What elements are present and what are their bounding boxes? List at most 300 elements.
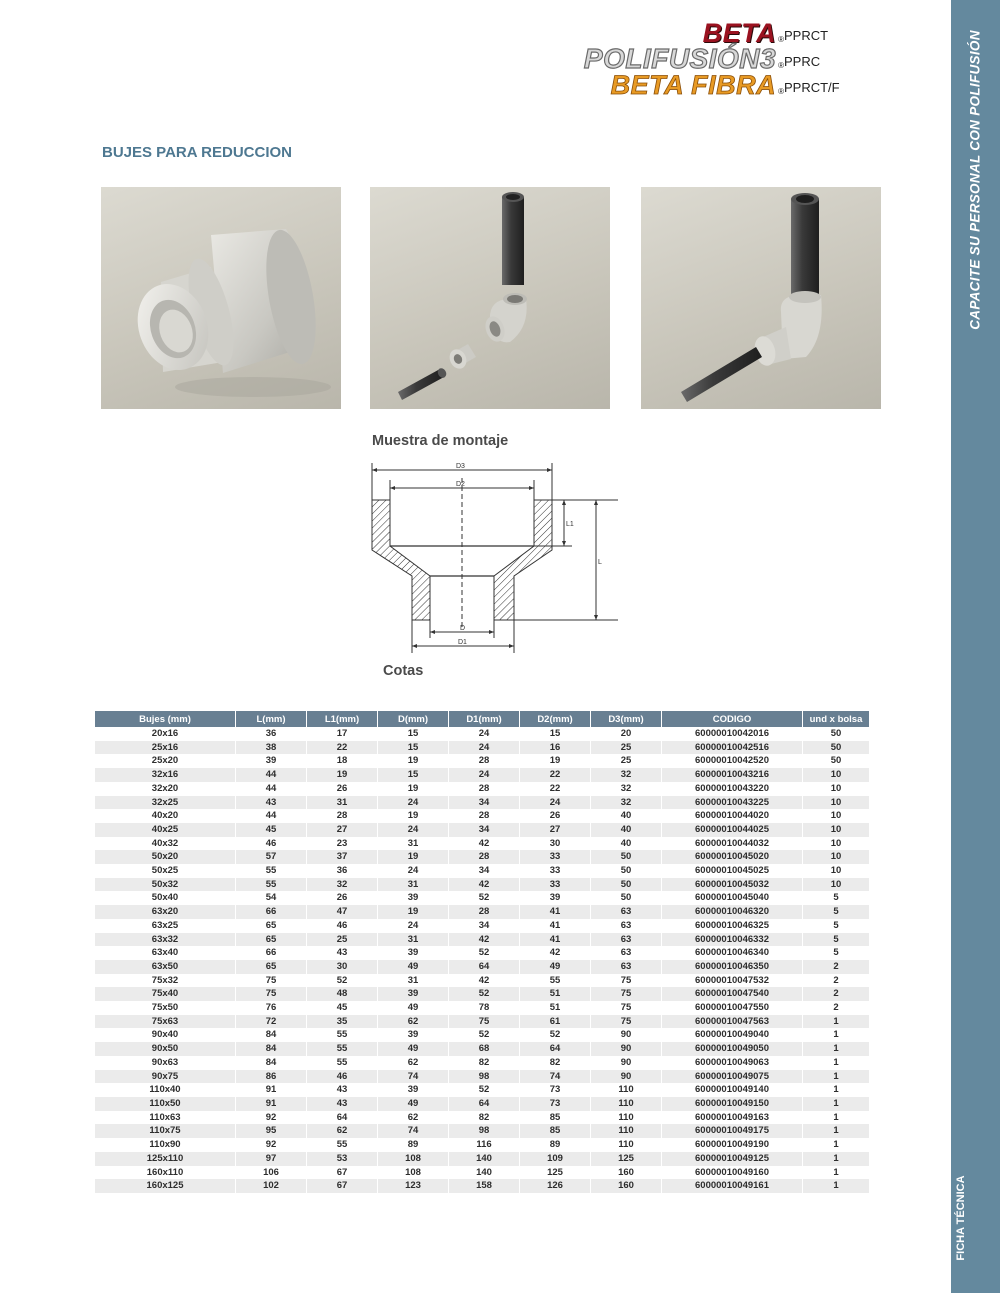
table-cell: 140 <box>449 1152 519 1166</box>
table-row <box>95 727 869 741</box>
table-cell: 1 <box>803 1083 869 1097</box>
table-cell: 75x63 <box>95 1015 235 1029</box>
table-cell: 25x16 <box>95 741 235 755</box>
table-cell: 49 <box>378 1042 448 1056</box>
brand-beta-fibra-logo: BETA FIBRA <box>610 70 777 100</box>
table-cell: 110x63 <box>95 1111 235 1125</box>
table-cell: 67 <box>307 1179 377 1193</box>
dimension-diagram <box>350 458 620 663</box>
table-cell: 73 <box>520 1083 590 1097</box>
table-cell: 1 <box>803 1056 869 1070</box>
table-cell: 86 <box>236 1070 306 1084</box>
brand-suffix: PPRC <box>784 54 821 69</box>
column-header: L(mm) <box>236 711 306 727</box>
table-row <box>95 1166 869 1180</box>
table-cell: 60000010043225 <box>662 796 802 810</box>
table-cell: 91 <box>236 1097 306 1111</box>
table-cell: 82 <box>520 1056 590 1070</box>
table-row <box>95 1001 869 1015</box>
table-cell: 64 <box>449 960 519 974</box>
table-row <box>95 1056 869 1070</box>
table-cell: 42 <box>449 837 519 851</box>
table-cell: 26 <box>520 809 590 823</box>
sidebar-slogan: CAPACITE SU PERSONAL CON POLIFUSIÓN <box>967 30 983 330</box>
table-cell: 110x50 <box>95 1097 235 1111</box>
table-cell: 22 <box>307 741 377 755</box>
table-cell: 39 <box>378 891 448 905</box>
table-cell: 43 <box>307 1097 377 1111</box>
table-cell: 32x20 <box>95 782 235 796</box>
table-cell: 89 <box>520 1138 590 1152</box>
table-cell: 53 <box>307 1152 377 1166</box>
table-cell: 49 <box>378 1001 448 1015</box>
table-cell: 41 <box>520 905 590 919</box>
table-cell: 60000010049175 <box>662 1124 802 1138</box>
table-cell: 10 <box>803 796 869 810</box>
sidebar-footer-label: FICHA TÉCNICA <box>955 1175 967 1261</box>
table-cell: 98 <box>449 1070 519 1084</box>
table-cell: 10 <box>803 823 869 837</box>
table-cell: 57 <box>236 850 306 864</box>
table-cell: 62 <box>307 1124 377 1138</box>
table-cell: 32x16 <box>95 768 235 782</box>
table-cell: 15 <box>520 727 590 741</box>
table-cell: 27 <box>307 823 377 837</box>
table-cell: 91 <box>236 1083 306 1097</box>
table-row <box>95 850 869 864</box>
table-cell: 65 <box>236 919 306 933</box>
table-cell: 65 <box>236 960 306 974</box>
table-cell: 60000010046332 <box>662 933 802 947</box>
brand-line-polifusion <box>583 43 850 74</box>
table-cell: 110 <box>591 1083 661 1097</box>
table-cell: 55 <box>307 1138 377 1152</box>
table-cell: 74 <box>520 1070 590 1084</box>
table-cell: 60000010047563 <box>662 1015 802 1029</box>
table-cell: 50 <box>591 878 661 892</box>
table-cell: 34 <box>449 919 519 933</box>
table-cell: 50x25 <box>95 864 235 878</box>
table-cell: 60000010047540 <box>662 987 802 1001</box>
table-cell: 24 <box>449 727 519 741</box>
table-cell: 60000010045020 <box>662 850 802 864</box>
table-cell: 63x20 <box>95 905 235 919</box>
table-cell: 110x90 <box>95 1138 235 1152</box>
product-photo-assembled <box>641 187 881 409</box>
table-cell: 60000010049040 <box>662 1028 802 1042</box>
table-cell: 2 <box>803 960 869 974</box>
table-cell: 24 <box>520 796 590 810</box>
table-cell: 55 <box>307 1028 377 1042</box>
column-header: D3(mm) <box>591 711 661 727</box>
table-cell: 41 <box>520 933 590 947</box>
table-row <box>95 782 869 796</box>
table-cell: 160x110 <box>95 1166 235 1180</box>
brand-line-beta-fibra <box>584 72 850 98</box>
table-cell: 10 <box>803 768 869 782</box>
table-row <box>95 1138 869 1152</box>
table-cell: 60000010049063 <box>662 1056 802 1070</box>
table-cell: 49 <box>378 960 448 974</box>
table-cell: 50x40 <box>95 891 235 905</box>
label-d1: D1 <box>458 639 467 646</box>
table-cell: 2 <box>803 987 869 1001</box>
table-cell: 90 <box>591 1056 661 1070</box>
table-cell: 63 <box>591 905 661 919</box>
table-row <box>95 741 869 755</box>
table-cell: 52 <box>307 974 377 988</box>
table-cell: 45 <box>236 823 306 837</box>
table-cell: 65 <box>236 933 306 947</box>
column-header: D2(mm) <box>520 711 590 727</box>
brand-suffix: PPRCT/F <box>784 80 840 95</box>
table-cell: 60000010049125 <box>662 1152 802 1166</box>
table-cell: 52 <box>449 1028 519 1042</box>
table-cell: 5 <box>803 933 869 947</box>
table-cell: 52 <box>449 891 519 905</box>
table-cell: 10 <box>803 864 869 878</box>
table-cell: 60000010046325 <box>662 919 802 933</box>
table-cell: 52 <box>449 946 519 960</box>
column-header: D1(mm) <box>449 711 519 727</box>
table-cell: 5 <box>803 946 869 960</box>
section-drawing <box>350 458 620 663</box>
table-cell: 1 <box>803 1070 869 1084</box>
table-cell: 108 <box>378 1166 448 1180</box>
table-row <box>95 878 869 892</box>
table-cell: 1 <box>803 1124 869 1138</box>
table-cell: 110 <box>591 1111 661 1125</box>
table-cell: 82 <box>449 1056 519 1070</box>
table-row <box>95 919 869 933</box>
table-row <box>95 987 869 1001</box>
table-cell: 40x20 <box>95 809 235 823</box>
table-cell: 92 <box>236 1138 306 1152</box>
table-header-row <box>95 711 869 727</box>
table-cell: 24 <box>449 768 519 782</box>
table-cell: 1 <box>803 1028 869 1042</box>
table-cell: 18 <box>307 754 377 768</box>
table-cell: 160 <box>591 1179 661 1193</box>
table-cell: 63x40 <box>95 946 235 960</box>
table-cell: 125x110 <box>95 1152 235 1166</box>
table-cell: 110 <box>591 1138 661 1152</box>
table-cell: 28 <box>449 782 519 796</box>
table-cell: 16 <box>520 741 590 755</box>
table-cell: 26 <box>307 891 377 905</box>
table-cell: 32 <box>591 768 661 782</box>
table-cell: 60000010049160 <box>662 1166 802 1180</box>
table-cell: 63x50 <box>95 960 235 974</box>
table-cell: 2 <box>803 974 869 988</box>
table-row <box>95 1042 869 1056</box>
table-cell: 106 <box>236 1166 306 1180</box>
table-cell: 40 <box>591 823 661 837</box>
label-l1: L1 <box>566 521 574 528</box>
table-cell: 60000010049161 <box>662 1179 802 1193</box>
table-row <box>95 974 869 988</box>
table-cell: 39 <box>236 754 306 768</box>
table-cell: 60000010044025 <box>662 823 802 837</box>
table-cell: 24 <box>378 823 448 837</box>
table-row <box>95 1083 869 1097</box>
table-cell: 28 <box>449 905 519 919</box>
table-cell: 41 <box>520 919 590 933</box>
table-row <box>95 809 869 823</box>
table-cell: 60000010049163 <box>662 1111 802 1125</box>
table-row <box>95 754 869 768</box>
table-cell: 1 <box>803 1042 869 1056</box>
table-cell: 49 <box>378 1097 448 1111</box>
table-cell: 160 <box>591 1166 661 1180</box>
table-cell: 84 <box>236 1042 306 1056</box>
table-cell: 63 <box>591 946 661 960</box>
table-cell: 31 <box>378 878 448 892</box>
table-cell: 1 <box>803 1138 869 1152</box>
table-cell: 82 <box>449 1111 519 1125</box>
label-d2: D2 <box>456 481 465 488</box>
table-cell: 50 <box>591 891 661 905</box>
table-cell: 52 <box>520 1028 590 1042</box>
table-cell: 36 <box>307 864 377 878</box>
table-cell: 62 <box>378 1056 448 1070</box>
label-d3: D3 <box>456 463 465 470</box>
table-cell: 140 <box>449 1166 519 1180</box>
assembled-illustration <box>641 187 881 409</box>
table-row <box>95 1111 869 1125</box>
table-cell: 90 <box>591 1028 661 1042</box>
table-cell: 60000010046340 <box>662 946 802 960</box>
table-cell: 75 <box>591 1015 661 1029</box>
table-cell: 66 <box>236 946 306 960</box>
table-cell: 123 <box>378 1179 448 1193</box>
table-cell: 50 <box>591 850 661 864</box>
table-cell: 44 <box>236 809 306 823</box>
table-row <box>95 946 869 960</box>
table-cell: 43 <box>307 946 377 960</box>
table-cell: 50x20 <box>95 850 235 864</box>
table-cell: 60000010045040 <box>662 891 802 905</box>
table-cell: 125 <box>520 1166 590 1180</box>
table-cell: 68 <box>449 1042 519 1056</box>
table-cell: 78 <box>449 1001 519 1015</box>
table-cell: 60000010042016 <box>662 727 802 741</box>
table-cell: 125 <box>591 1152 661 1166</box>
table-row <box>95 823 869 837</box>
table-cell: 52 <box>449 987 519 1001</box>
brand-polifusion-logo: POLIFUSIÓN3 <box>583 43 777 74</box>
table-cell: 24 <box>449 741 519 755</box>
table-cell: 90 <box>591 1042 661 1056</box>
table-cell: 90x50 <box>95 1042 235 1056</box>
table-cell: 25 <box>591 741 661 755</box>
table-cell: 60000010044020 <box>662 809 802 823</box>
table-row <box>95 864 869 878</box>
table-cell: 40 <box>591 837 661 851</box>
table-cell: 60000010044032 <box>662 837 802 851</box>
table-cell: 25 <box>591 754 661 768</box>
table-cell: 1 <box>803 1179 869 1193</box>
table-row <box>95 933 869 947</box>
table-cell: 24 <box>378 919 448 933</box>
brand-logos <box>584 20 850 98</box>
table-cell: 1 <box>803 1152 869 1166</box>
table-cell: 33 <box>520 878 590 892</box>
table-cell: 110 <box>591 1124 661 1138</box>
table-cell: 160x125 <box>95 1179 235 1193</box>
label-d: D <box>460 625 466 632</box>
table-cell: 38 <box>236 741 306 755</box>
table-cell: 31 <box>307 796 377 810</box>
product-photo-bushing <box>101 187 341 409</box>
table-cell: 27 <box>520 823 590 837</box>
table-cell: 10 <box>803 809 869 823</box>
table-cell: 31 <box>378 933 448 947</box>
table-cell: 19 <box>378 754 448 768</box>
table-cell: 60000010049075 <box>662 1070 802 1084</box>
product-photo-exploded-assembly <box>370 187 610 409</box>
table-cell: 110 <box>591 1097 661 1111</box>
table-cell: 50 <box>591 864 661 878</box>
table-cell: 62 <box>378 1015 448 1029</box>
table-cell: 45 <box>307 1001 377 1015</box>
table-cell: 50 <box>803 727 869 741</box>
table-cell: 15 <box>378 768 448 782</box>
brand-suffix: PPRCT <box>784 28 829 43</box>
table-cell: 63 <box>591 933 661 947</box>
table-cell: 32 <box>591 782 661 796</box>
table-row <box>95 1124 869 1138</box>
registered-mark: ® <box>778 35 784 44</box>
dimensions-caption: Cotas <box>383 663 424 679</box>
table-cell: 50 <box>803 754 869 768</box>
table-cell: 17 <box>307 727 377 741</box>
table-cell: 75 <box>591 1001 661 1015</box>
label-l: L <box>598 559 602 566</box>
table-cell: 76 <box>236 1001 306 1015</box>
table-cell: 42 <box>449 974 519 988</box>
table-cell: 85 <box>520 1124 590 1138</box>
table-cell: 89 <box>378 1138 448 1152</box>
table-cell: 90 <box>591 1070 661 1084</box>
table-cell: 43 <box>307 1083 377 1097</box>
table-cell: 19 <box>378 782 448 796</box>
table-cell: 34 <box>449 864 519 878</box>
table-cell: 24 <box>378 796 448 810</box>
table-cell: 75 <box>449 1015 519 1029</box>
table-cell: 5 <box>803 891 869 905</box>
table-cell: 33 <box>520 850 590 864</box>
table-cell: 42 <box>520 946 590 960</box>
table-cell: 25 <box>307 933 377 947</box>
table-cell: 10 <box>803 837 869 851</box>
registered-mark: ® <box>778 61 784 70</box>
table-cell: 44 <box>236 768 306 782</box>
table-cell: 39 <box>378 946 448 960</box>
dimensions-table <box>95 711 861 1193</box>
table-cell: 92 <box>236 1111 306 1125</box>
table-cell: 10 <box>803 782 869 796</box>
table-cell: 34 <box>449 796 519 810</box>
table-row <box>95 1028 869 1042</box>
table-cell: 31 <box>378 974 448 988</box>
table-cell: 74 <box>378 1124 448 1138</box>
table-row <box>95 768 869 782</box>
table-cell: 60000010043216 <box>662 768 802 782</box>
table-cell: 40x32 <box>95 837 235 851</box>
table-cell: 74 <box>378 1070 448 1084</box>
table-cell: 30 <box>307 960 377 974</box>
table-cell: 102 <box>236 1179 306 1193</box>
table-cell: 60000010049190 <box>662 1138 802 1152</box>
table-row <box>95 960 869 974</box>
table-cell: 75 <box>591 987 661 1001</box>
table-cell: 61 <box>520 1015 590 1029</box>
table-cell: 1 <box>803 1111 869 1125</box>
table-cell: 34 <box>449 823 519 837</box>
table-cell: 40 <box>591 809 661 823</box>
table-cell: 64 <box>449 1097 519 1111</box>
table-cell: 108 <box>378 1152 448 1166</box>
table-cell: 51 <box>520 987 590 1001</box>
table-cell: 85 <box>520 1111 590 1125</box>
table-cell: 28 <box>449 850 519 864</box>
table-cell: 44 <box>236 782 306 796</box>
table-cell: 42 <box>449 933 519 947</box>
table-cell: 51 <box>520 1001 590 1015</box>
table-cell: 60000010046320 <box>662 905 802 919</box>
table-cell: 54 <box>236 891 306 905</box>
table-row <box>95 905 869 919</box>
table-cell: 31 <box>378 837 448 851</box>
table-cell: 72 <box>236 1015 306 1029</box>
column-header: L1(mm) <box>307 711 377 727</box>
table-cell: 60000010047532 <box>662 974 802 988</box>
table-cell: 39 <box>378 1028 448 1042</box>
table-cell: 48 <box>307 987 377 1001</box>
table-cell: 55 <box>236 878 306 892</box>
assembly-caption: Muestra de montaje <box>372 433 509 449</box>
table-cell: 22 <box>520 768 590 782</box>
table-cell: 63 <box>591 960 661 974</box>
table-cell: 67 <box>307 1166 377 1180</box>
table-cell: 10 <box>803 850 869 864</box>
table-cell: 25x20 <box>95 754 235 768</box>
table-cell: 5 <box>803 905 869 919</box>
table-row <box>95 891 869 905</box>
table-cell: 60000010043220 <box>662 782 802 796</box>
table-cell: 46 <box>307 1070 377 1084</box>
table-cell: 19 <box>378 809 448 823</box>
table-cell: 75 <box>236 987 306 1001</box>
table-cell: 28 <box>449 809 519 823</box>
table-cell: 19 <box>307 768 377 782</box>
table-body <box>95 727 869 1193</box>
table-cell: 30 <box>520 837 590 851</box>
table-cell: 28 <box>449 754 519 768</box>
table-cell: 55 <box>307 1042 377 1056</box>
table-cell: 26 <box>307 782 377 796</box>
table-cell: 46 <box>307 919 377 933</box>
table-cell: 75 <box>591 974 661 988</box>
table-cell: 64 <box>520 1042 590 1056</box>
table-cell: 63 <box>591 919 661 933</box>
table-cell: 60000010049050 <box>662 1042 802 1056</box>
table-cell: 60000010042520 <box>662 754 802 768</box>
column-header: und x bolsa <box>803 711 869 727</box>
table-cell: 75 <box>236 974 306 988</box>
table-cell: 109 <box>520 1152 590 1166</box>
